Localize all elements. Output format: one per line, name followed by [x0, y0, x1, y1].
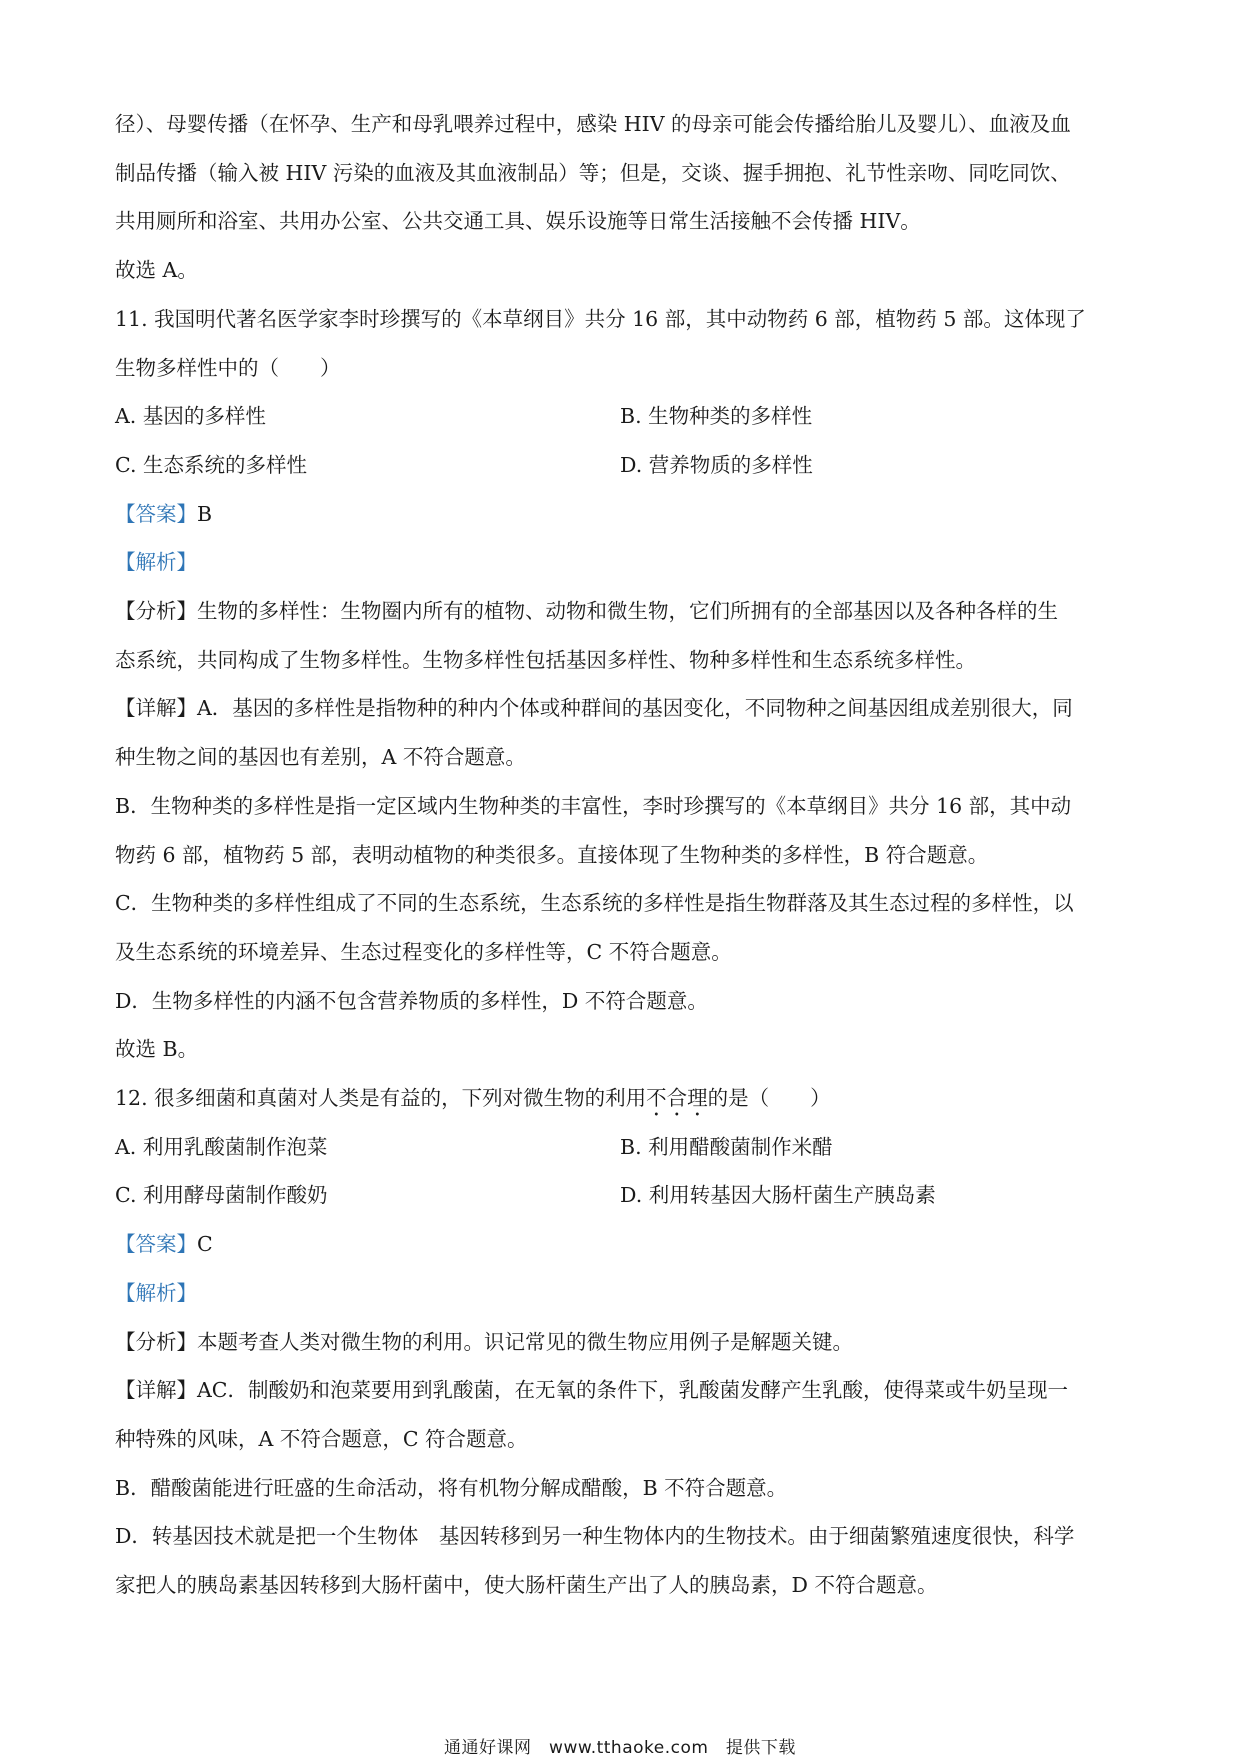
- text-line: 家把人的胰岛素基因转移到大肠杆菌中，使大肠杆菌生产出了人的胰岛素，D 不符合题意。: [115, 1573, 938, 1598]
- fenxi-line: [115, 587, 1130, 636]
- stem-after: 的是（ ）: [707, 1086, 831, 1111]
- text-line: D．生物多样性的内涵不包含营养物质的多样性，D 不符合题意。: [115, 988, 708, 1013]
- text-line: 态系统，共同构成了生物多样性。生物多样性包括基因多样性、物种多样性和生态系统多样性。: [115, 647, 976, 672]
- analysis-tag: 【解析】: [115, 550, 197, 575]
- option-a: A. 基因的多样性: [115, 404, 266, 429]
- question-11-options-row: [115, 392, 1130, 441]
- text-line: 种生物之间的基因也有差别，A 不符合题意。: [115, 745, 526, 770]
- fenxi-tag: 【分析】: [115, 1329, 197, 1354]
- xiangjie-tag: 【详解】: [115, 1378, 197, 1403]
- text-line: B．醋酸菌能进行旺盛的生命活动，将有机物分解成醋酸，B 不符合题意。: [115, 1475, 788, 1500]
- analysis-line: [115, 538, 1130, 587]
- text-line: 及生态系统的环境差异、生态过程变化的多样性等，C 不符合题意。: [115, 939, 732, 964]
- question-12-options-row: [115, 1123, 1130, 1172]
- stem-before: 12. 很多细菌和真菌对人类是有益的，下列对微生物的利用: [115, 1086, 647, 1111]
- xiangjie-tag: 【详解】: [115, 696, 197, 721]
- fenxi-line: [115, 1318, 1130, 1367]
- option-a: A. 利用乳酸菌制作泡菜: [115, 1134, 328, 1159]
- fenxi-tag: 【分析】: [115, 599, 197, 624]
- answer-line: [115, 490, 1130, 539]
- question-11-stem-line: 11. 我国明代著名医学家李时珍撰写的《本草纲目》共分 16 部，其中动物药 6 部，植物药 5 部。这体现了: [115, 306, 1086, 331]
- xiangjie-text: A．基因的多样性是指物种的种内个体或种群间的基因变化，不同物种之间基因组成差别很大，同: [197, 696, 1073, 721]
- question-11-options-row: [115, 441, 1130, 490]
- option-c: C. 生态系统的多样性: [115, 452, 307, 477]
- stem-emphasis: 不合理: [646, 1086, 708, 1111]
- xiangjie-text: AC．制酸奶和泡菜要用到乳酸菌，在无氧的条件下，乳酸菌发酵产生乳酸，使得菜或牛奶呈现一: [197, 1378, 1068, 1403]
- xiangjie-line: [115, 684, 1130, 733]
- question-12-options-row: [115, 1171, 1130, 1220]
- text-line: C．生物种类的多样性组成了不同的生态系统，生态系统的多样性是指生物群落及其生态过程的多样性，以: [115, 891, 1074, 916]
- analysis-line: [115, 1269, 1130, 1318]
- answer-tag: 【答案】: [115, 501, 197, 526]
- answer-value: B: [197, 501, 213, 526]
- option-b: B. 生物种类的多样性: [620, 404, 813, 429]
- fenxi-text: 生物的多样性：生物圈内所有的植物、动物和微生物，它们所拥有的全部基因以及各种各样的生: [197, 599, 1058, 624]
- page-footer: 通通好课网 www.tthaoke.com 提供下载: [444, 1738, 796, 1758]
- question-11-stem-line: 生物多样性中的（ ）: [115, 355, 341, 380]
- conclusion-text: 故选 B。: [115, 1037, 199, 1062]
- document-page: [115, 100, 1130, 1610]
- text-line: B．生物种类的多样性是指一定区域内生物种类的丰富性，李时珍撰写的《本草纲目》共分 16 部，其中动: [115, 793, 1072, 818]
- answer-value: C: [197, 1232, 213, 1257]
- analysis-tag: 【解析】: [115, 1280, 197, 1305]
- text-line: 共用厕所和浴室、共用办公室、公共交通工具、娱乐设施等日常生活接触不会传播 HIV。: [115, 209, 921, 234]
- option-b: B. 利用醋酸菌制作米醋: [620, 1134, 833, 1159]
- option-c: C. 利用酵母菌制作酸奶: [115, 1183, 328, 1208]
- text-line: 径）、母婴传播（在怀孕、生产和母乳喂养过程中，感染 HIV 的母亲可能会传播给胎儿及婴儿）、血液及血: [115, 112, 1071, 136]
- conclusion-text: 故选 A。: [115, 258, 198, 283]
- question-12-stem-line: [115, 1074, 1130, 1123]
- fenxi-text: 本题考查人类对微生物的利用。识记常见的微生物应用例子是解题关键。: [197, 1329, 853, 1354]
- answer-line: [115, 1220, 1130, 1269]
- text-line: 物药 6 部，植物药 5 部，表明动植物的种类很多。直接体现了生物种类的多样性，B 符合题意。: [115, 842, 989, 867]
- text-line: 制品传播（输入被 HIV 污染的血液及其血液制品）等；但是，交谈、握手拥抱、礼节性亲吻、同吃同饮、: [115, 160, 1071, 185]
- option-d: D. 营养物质的多样性: [620, 452, 813, 477]
- text-line: 种特殊的风味，A 不符合题意，C 符合题意。: [115, 1426, 528, 1451]
- text-line: D．转基因技术就是把一个生物体 基因转移到另一种生物体内的生物技术。由于细菌繁殖速度很快，科学: [115, 1524, 1075, 1549]
- xiangjie-line: [115, 1366, 1130, 1415]
- answer-tag: 【答案】: [115, 1232, 197, 1257]
- option-d: D. 利用转基因大肠杆菌生产胰岛素: [620, 1183, 936, 1208]
